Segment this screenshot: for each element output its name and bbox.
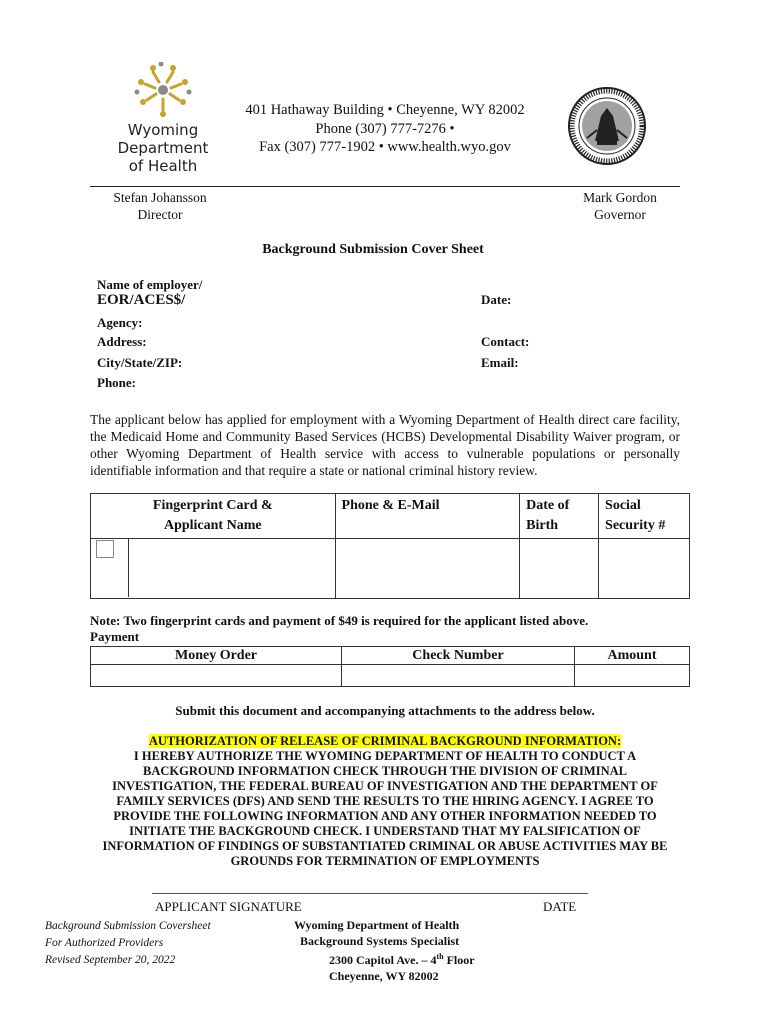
payment-table xyxy=(90,646,690,687)
applicant-table xyxy=(90,493,690,599)
address-line-2: Phone (307) 777-7276 • xyxy=(315,120,455,137)
payment-row xyxy=(91,665,690,687)
ssn-field[interactable] xyxy=(599,539,690,599)
amount-field[interactable] xyxy=(575,665,690,687)
phone-label: Phone: xyxy=(97,375,136,390)
header-divider xyxy=(90,186,680,187)
payment-header-row xyxy=(91,647,690,665)
mailing-address xyxy=(250,918,520,984)
auth-line-2: BACKGROUND INFORMATION CHECK THROUGH THE DIVISION OF CRIMINAL xyxy=(143,764,627,778)
auth-line-3: INVESTIGATION, THE FEDERAL BUREAU OF INVESTIGATION AND THE DEPARTMENT OF xyxy=(112,779,658,793)
mailing-line-1: Wyoming Department of Health xyxy=(294,918,460,932)
address-line-1: 401 Hathaway Building • Cheyenne, WY 82002 xyxy=(245,102,525,118)
header-address xyxy=(200,101,570,157)
mailing-line-2: Background Systems Specialist xyxy=(300,933,460,948)
payment-label: Payment xyxy=(90,629,140,644)
agency-label: Agency: xyxy=(97,315,143,330)
col3-line2: Birth xyxy=(526,518,559,533)
dob-field[interactable] xyxy=(520,539,599,599)
auth-line-7: INFORMATION OF FINDINGS OF SUBSTANTIATED CRIMINAL OR ABUSE ACTIVITIES MAY BE xyxy=(102,839,668,853)
signature-line[interactable] xyxy=(152,893,588,894)
mailing-line-3-sup: th xyxy=(436,952,444,961)
contact-label: Contact: xyxy=(481,334,530,349)
auth-line-1: I HEREBY AUTHORIZE THE WYOMING DEPARTMENT OF HEALTH TO CONDUCT A xyxy=(133,749,637,763)
auth-line-6: INITIATE THE BACKGROUND CHECK. I UNDERSTAND THAT MY FALSIFICATION OF xyxy=(129,824,641,838)
table-header-row xyxy=(91,494,690,539)
page-title: Background Submission Cover Sheet xyxy=(262,242,484,257)
mailing-line-3b: Floor xyxy=(443,953,475,967)
governor-title: Governor xyxy=(594,207,646,222)
col-fingerprint-applicant xyxy=(91,494,336,539)
amount-header: Amount xyxy=(575,647,690,665)
applicant-signature-label: APPLICANT SIGNATURE xyxy=(155,899,302,914)
director-block xyxy=(90,189,230,223)
phone-email-field[interactable] xyxy=(335,539,520,599)
address-label: Address: xyxy=(97,334,147,349)
auth-line-4: FAMILY SERVICES (DFS) AND SEND THE RESULTS TO THE HIRING AGENCY. I AGREE TO xyxy=(116,794,654,808)
director-name: Stefan Johansson xyxy=(113,190,207,205)
applicant-name-field[interactable] xyxy=(129,539,335,597)
col-date-of-birth xyxy=(520,494,599,539)
note-block xyxy=(90,613,690,645)
col2-label: Phone & E-Mail xyxy=(341,498,440,513)
employer-label-1: Name of employer/ xyxy=(97,277,203,292)
check-number-field[interactable] xyxy=(342,665,575,687)
col4-line1: Social xyxy=(605,498,641,513)
director-title: Director xyxy=(137,207,183,222)
col-phone-email xyxy=(335,494,520,539)
col1-line2: Applicant Name xyxy=(163,518,262,533)
fingerprint-card-checkbox[interactable] xyxy=(96,540,114,558)
city-state-zip-label: City/State/ZIP: xyxy=(97,355,183,370)
submit-instructions: Submit this document and accompanying attachments to the address below. xyxy=(175,703,595,718)
logo-line-1: Wyoming xyxy=(127,121,199,139)
authorization-block xyxy=(85,734,685,869)
signature-date-label: DATE xyxy=(543,899,577,914)
col4-line2: Security # xyxy=(605,518,666,533)
money-order-field[interactable] xyxy=(91,665,342,687)
intro-paragraph: The applicant below has applied for employment with a Wyoming Department of Health direct care facility, the Medicaid Home and Community Based Services (HCBS) Developmental Disability Waiver program, or other Wyoming Department of Health service with access to vulnerable populations or personally identifiable information and that require a state or national criminal history review. xyxy=(90,412,680,478)
date-label: Date: xyxy=(481,292,512,307)
check-number-header: Check Number xyxy=(342,647,575,665)
auth-line-8: GROUNDS FOR TERMINATION OF EMPLOYMENTS xyxy=(230,854,540,868)
governor-name: Mark Gordon xyxy=(583,190,657,205)
footer-left-line-3: Revised September 20, 2022 xyxy=(45,954,176,966)
mailing-line-3a: 2300 Capitol Ave. – 4 xyxy=(329,953,437,967)
email-label: Email: xyxy=(481,355,519,370)
state-seal-icon xyxy=(567,86,647,166)
employer-label-2: EOR/ACES$/ xyxy=(97,292,186,308)
mailing-line-4: Cheyenne, WY 82002 xyxy=(329,968,439,983)
address-line-3: Fax (307) 777-1902 • www.health.wyo.gov xyxy=(259,139,511,155)
logo-line-3: of Health xyxy=(128,157,198,175)
col1-line1: Fingerprint Card & xyxy=(152,498,273,513)
logo-line-2: Department xyxy=(117,139,209,157)
fingerprint-note: Note: Two fingerprint cards and payment of $49 is required for the applicant listed above. xyxy=(90,613,589,628)
footer-left-line-2: For Authorized Providers xyxy=(45,937,164,949)
money-order-header: Money Order xyxy=(91,647,342,665)
mailing-line-3 xyxy=(250,949,520,969)
fingerprint-cell xyxy=(91,539,336,599)
auth-line-5: PROVIDE THE FOLLOWING INFORMATION AND ANY OTHER INFORMATION NEEDED TO xyxy=(113,809,657,823)
authorization-heading: AUTHORIZATION OF RELEASE OF CRIMINAL BACKGROUND INFORMATION: xyxy=(148,734,622,748)
footer-left-line-1: Background Submission Coversheet xyxy=(45,920,211,932)
governor-block xyxy=(560,189,680,223)
footer-left xyxy=(45,918,211,969)
col3-line1: Date of xyxy=(526,498,570,513)
col-social-security xyxy=(599,494,690,539)
table-row xyxy=(91,539,690,599)
